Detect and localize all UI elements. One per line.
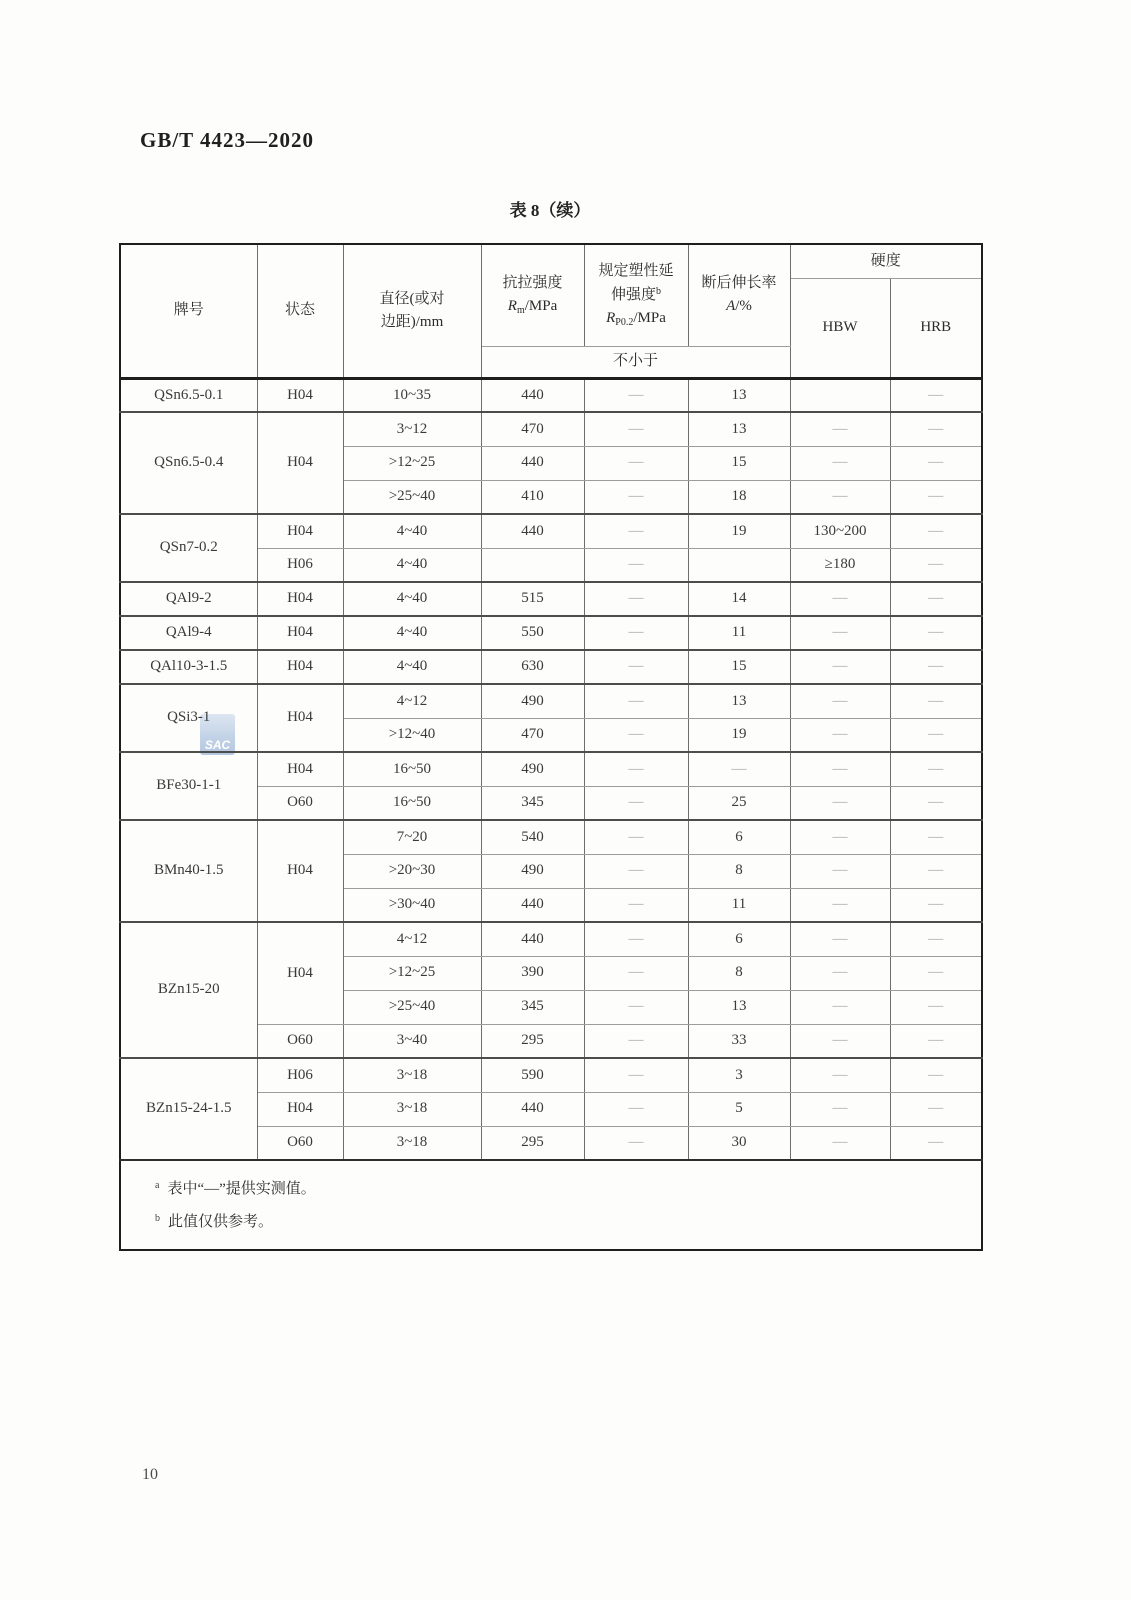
rm-cell: 410 bbox=[481, 480, 584, 514]
diameter-cell: >12~25 bbox=[343, 956, 481, 990]
rp-cell: — bbox=[584, 820, 688, 854]
rm-cell: 490 bbox=[481, 684, 584, 718]
header-diameter-line1: 直径(或对 bbox=[379, 290, 445, 307]
rm-cell: 295 bbox=[481, 1024, 584, 1058]
header-elongation-symbol: A/% bbox=[726, 298, 752, 315]
header-elongation bbox=[688, 244, 790, 346]
brand-cell: BFe30-1-1 bbox=[120, 752, 257, 820]
hrb-cell: — bbox=[890, 922, 982, 956]
rm-cell: 440 bbox=[481, 888, 584, 922]
hrb-cell: — bbox=[890, 1092, 982, 1126]
elongation-cell: 8 bbox=[688, 854, 790, 888]
hbw-cell: — bbox=[790, 718, 890, 752]
rp-cell: — bbox=[584, 684, 688, 718]
diameter-cell: 4~12 bbox=[343, 922, 481, 956]
hrb-cell: — bbox=[890, 1024, 982, 1058]
hrb-cell: — bbox=[890, 480, 982, 514]
table-row bbox=[120, 684, 982, 718]
diameter-cell: >12~40 bbox=[343, 718, 481, 752]
rm-cell: 390 bbox=[481, 956, 584, 990]
brand-cell: QSn7-0.2 bbox=[120, 514, 257, 582]
table-row bbox=[120, 514, 982, 548]
footnote-a: $^a$ 表中“—”提供实测值。 bbox=[155, 1180, 316, 1197]
elongation-cell: 14 bbox=[688, 582, 790, 616]
elongation-cell: 18 bbox=[688, 480, 790, 514]
hbw-cell: — bbox=[790, 412, 890, 446]
hbw-cell: 130~200 bbox=[790, 514, 890, 548]
rp-cell: — bbox=[584, 514, 688, 548]
state-cell: H06 bbox=[257, 548, 343, 582]
rm-cell: 440 bbox=[481, 1092, 584, 1126]
hrb-cell: — bbox=[890, 854, 982, 888]
elongation-cell: 11 bbox=[688, 616, 790, 650]
rm-cell: 345 bbox=[481, 990, 584, 1024]
elongation-cell: 30 bbox=[688, 1126, 790, 1160]
diameter-cell: 3~40 bbox=[343, 1024, 481, 1058]
hrb-cell: — bbox=[890, 582, 982, 616]
state-cell: O60 bbox=[257, 1126, 343, 1160]
brand-cell: QSn6.5-0.1 bbox=[120, 378, 257, 412]
hrb-cell: — bbox=[890, 1058, 982, 1092]
brand-cell: BZn15-20 bbox=[120, 922, 257, 1058]
header-row-1 bbox=[120, 244, 982, 278]
hrb-cell: — bbox=[890, 990, 982, 1024]
rp-cell: — bbox=[584, 990, 688, 1024]
header-proof-title-line2: 伸强度$^b$ bbox=[610, 285, 661, 303]
elongation-cell: 3 bbox=[688, 1058, 790, 1092]
rm-cell: 345 bbox=[481, 786, 584, 820]
table-row bbox=[120, 412, 982, 446]
state-cell: H04 bbox=[257, 616, 343, 650]
hrb-cell: — bbox=[890, 548, 982, 582]
hrb-cell: — bbox=[890, 956, 982, 990]
rm-cell: 440 bbox=[481, 378, 584, 412]
hbw-cell: — bbox=[790, 1024, 890, 1058]
brand-cell: BZn15-24-1.5 bbox=[120, 1058, 257, 1160]
brand-cell: QSi3-1 bbox=[120, 684, 257, 752]
header-brand: 牌号 bbox=[120, 244, 257, 378]
rp-cell: — bbox=[584, 650, 688, 684]
hrb-cell: — bbox=[890, 718, 982, 752]
elongation-cell: 13 bbox=[688, 990, 790, 1024]
sac-watermark-logo: SAC bbox=[200, 714, 235, 755]
hbw-cell: — bbox=[790, 752, 890, 786]
elongation-cell: 25 bbox=[688, 786, 790, 820]
elongation-cell: 19 bbox=[688, 718, 790, 752]
hbw-cell: — bbox=[790, 820, 890, 854]
rm-cell: 540 bbox=[481, 820, 584, 854]
state-cell: H04 bbox=[257, 922, 343, 1024]
header-tensile-strength bbox=[481, 244, 584, 346]
table-row bbox=[120, 1058, 982, 1092]
rm-cell: 440 bbox=[481, 922, 584, 956]
rm-cell: 515 bbox=[481, 582, 584, 616]
elongation-cell: 13 bbox=[688, 412, 790, 446]
diameter-cell: >30~40 bbox=[343, 888, 481, 922]
state-cell: O60 bbox=[257, 786, 343, 820]
diameter-cell: 4~40 bbox=[343, 514, 481, 548]
table-row bbox=[120, 752, 982, 786]
table-row bbox=[120, 650, 982, 684]
header-hrb: HRB bbox=[890, 278, 982, 378]
properties-table bbox=[119, 243, 983, 1251]
table-title: 表 8（续） bbox=[509, 201, 591, 220]
hbw-cell: — bbox=[790, 1092, 890, 1126]
header-diameter-line2: 边距)/mm bbox=[380, 313, 444, 330]
rp-cell: — bbox=[584, 922, 688, 956]
hbw-cell: — bbox=[790, 922, 890, 956]
elongation-cell: 15 bbox=[688, 446, 790, 480]
table-row bbox=[120, 616, 982, 650]
rp-cell: — bbox=[584, 412, 688, 446]
hbw-cell: — bbox=[790, 888, 890, 922]
hbw-cell: — bbox=[790, 990, 890, 1024]
hbw-cell: — bbox=[790, 446, 890, 480]
rm-cell: 550 bbox=[481, 616, 584, 650]
hrb-cell: — bbox=[890, 616, 982, 650]
rm-cell: 470 bbox=[481, 412, 584, 446]
diameter-cell: 4~40 bbox=[343, 548, 481, 582]
table-row bbox=[120, 922, 982, 956]
header-diameter bbox=[343, 244, 481, 378]
rp-cell: — bbox=[584, 854, 688, 888]
diameter-cell: 3~18 bbox=[343, 1058, 481, 1092]
elongation-cell: — bbox=[688, 752, 790, 786]
state-cell: H04 bbox=[257, 582, 343, 616]
elongation-cell: 6 bbox=[688, 820, 790, 854]
header-state: 状态 bbox=[257, 244, 343, 378]
hbw-cell: — bbox=[790, 854, 890, 888]
page-number: 10 bbox=[142, 1466, 158, 1483]
diameter-cell: 10~35 bbox=[343, 378, 481, 412]
diameter-cell: 4~40 bbox=[343, 616, 481, 650]
hbw-cell: — bbox=[790, 786, 890, 820]
table-row bbox=[120, 582, 982, 616]
brand-cell: QAl9-4 bbox=[120, 616, 257, 650]
state-cell: O60 bbox=[257, 1024, 343, 1058]
elongation-cell: 13 bbox=[688, 378, 790, 412]
rp-cell: — bbox=[584, 378, 688, 412]
rp-cell: — bbox=[584, 1126, 688, 1160]
hrb-cell: — bbox=[890, 752, 982, 786]
rp-cell: — bbox=[584, 888, 688, 922]
rp-cell: — bbox=[584, 446, 688, 480]
rp-cell: — bbox=[584, 956, 688, 990]
hrb-cell: — bbox=[890, 888, 982, 922]
rm-cell: 440 bbox=[481, 514, 584, 548]
hrb-cell: — bbox=[890, 378, 982, 412]
rm-cell: 630 bbox=[481, 650, 584, 684]
doc-number: GB/T 4423—2020 bbox=[140, 128, 315, 152]
header-proof-symbol: $R_{P0.2}$/MPa bbox=[606, 309, 666, 328]
diameter-cell: >25~40 bbox=[343, 480, 481, 514]
brand-cell: BMn40-1.5 bbox=[120, 820, 257, 922]
diameter-cell: 3~18 bbox=[343, 1126, 481, 1160]
footnote-cell bbox=[120, 1160, 982, 1250]
rp-cell: — bbox=[584, 786, 688, 820]
diameter-cell: 16~50 bbox=[343, 786, 481, 820]
header-tensile-symbol: $R_m$/MPa bbox=[507, 298, 558, 317]
header-elongation-title: 断后伸长率 bbox=[701, 275, 777, 291]
diameter-cell: 3~12 bbox=[343, 412, 481, 446]
elongation-cell: 6 bbox=[688, 922, 790, 956]
footnote-b: $^b$ 此值仅供参考。 bbox=[155, 1213, 274, 1230]
hrb-cell: — bbox=[890, 650, 982, 684]
diameter-cell: 3~18 bbox=[343, 1092, 481, 1126]
hrb-cell: — bbox=[890, 786, 982, 820]
hrb-cell: — bbox=[890, 412, 982, 446]
header-proof-strength bbox=[584, 244, 688, 346]
table-row bbox=[120, 820, 982, 854]
state-cell: H04 bbox=[257, 820, 343, 922]
hrb-cell: — bbox=[890, 446, 982, 480]
rm-cell: 490 bbox=[481, 854, 584, 888]
rp-cell: — bbox=[584, 616, 688, 650]
diameter-cell: 4~40 bbox=[343, 582, 481, 616]
state-cell: H04 bbox=[257, 514, 343, 548]
state-cell: H04 bbox=[257, 1092, 343, 1126]
diameter-cell: 7~20 bbox=[343, 820, 481, 854]
state-cell: H04 bbox=[257, 752, 343, 786]
header-not-less-than: 不小于 bbox=[481, 346, 790, 378]
hbw-cell: — bbox=[790, 616, 890, 650]
brand-cell: QAl10-3-1.5 bbox=[120, 650, 257, 684]
rp-cell: — bbox=[584, 480, 688, 514]
rp-cell: — bbox=[584, 718, 688, 752]
diameter-cell: >12~25 bbox=[343, 446, 481, 480]
rm-cell: 440 bbox=[481, 446, 584, 480]
diameter-cell: 4~12 bbox=[343, 684, 481, 718]
hbw-cell: — bbox=[790, 650, 890, 684]
diameter-cell: >25~40 bbox=[343, 990, 481, 1024]
diameter-cell: 16~50 bbox=[343, 752, 481, 786]
rp-cell: — bbox=[584, 752, 688, 786]
hrb-cell: — bbox=[890, 514, 982, 548]
state-cell: H06 bbox=[257, 1058, 343, 1092]
rp-cell: — bbox=[584, 1058, 688, 1092]
rp-cell: — bbox=[584, 582, 688, 616]
hrb-cell: — bbox=[890, 820, 982, 854]
hbw-cell: — bbox=[790, 1058, 890, 1092]
hbw-cell bbox=[790, 378, 890, 412]
diameter-cell: >20~30 bbox=[343, 854, 481, 888]
rm-cell: 295 bbox=[481, 1126, 584, 1160]
elongation-cell bbox=[688, 548, 790, 582]
elongation-cell: 33 bbox=[688, 1024, 790, 1058]
hbw-cell: — bbox=[790, 684, 890, 718]
brand-cell: QSn6.5-0.4 bbox=[120, 412, 257, 514]
hbw-cell: — bbox=[790, 956, 890, 990]
state-cell: H04 bbox=[257, 412, 343, 514]
footnote-row bbox=[120, 1160, 982, 1250]
rm-cell bbox=[481, 548, 584, 582]
rp-cell: — bbox=[584, 1092, 688, 1126]
elongation-cell: 15 bbox=[688, 650, 790, 684]
hbw-cell: — bbox=[790, 582, 890, 616]
diameter-cell: 4~40 bbox=[343, 650, 481, 684]
rm-cell: 490 bbox=[481, 752, 584, 786]
header-tensile-title: 抗拉强度 bbox=[502, 274, 563, 291]
hbw-cell: ≥180 bbox=[790, 548, 890, 582]
brand-cell: QAl9-2 bbox=[120, 582, 257, 616]
state-cell: H04 bbox=[257, 684, 343, 752]
state-cell: H04 bbox=[257, 650, 343, 684]
rm-cell: 590 bbox=[481, 1058, 584, 1092]
elongation-cell: 11 bbox=[688, 888, 790, 922]
header-hardness: 硬度 bbox=[790, 244, 982, 278]
rp-cell: — bbox=[584, 1024, 688, 1058]
hbw-cell: — bbox=[790, 1126, 890, 1160]
hbw-cell: — bbox=[790, 480, 890, 514]
table-row bbox=[120, 378, 982, 412]
rm-cell: 470 bbox=[481, 718, 584, 752]
state-cell: H04 bbox=[257, 378, 343, 412]
elongation-cell: 5 bbox=[688, 1092, 790, 1126]
elongation-cell: 8 bbox=[688, 956, 790, 990]
rp-cell: — bbox=[584, 548, 688, 582]
header-proof-title-line1: 规定塑性延 bbox=[598, 263, 674, 280]
header-hbw: HBW bbox=[790, 278, 890, 378]
hrb-cell: — bbox=[890, 1126, 982, 1160]
hrb-cell: — bbox=[890, 684, 982, 718]
elongation-cell: 19 bbox=[688, 514, 790, 548]
elongation-cell: 13 bbox=[688, 684, 790, 718]
